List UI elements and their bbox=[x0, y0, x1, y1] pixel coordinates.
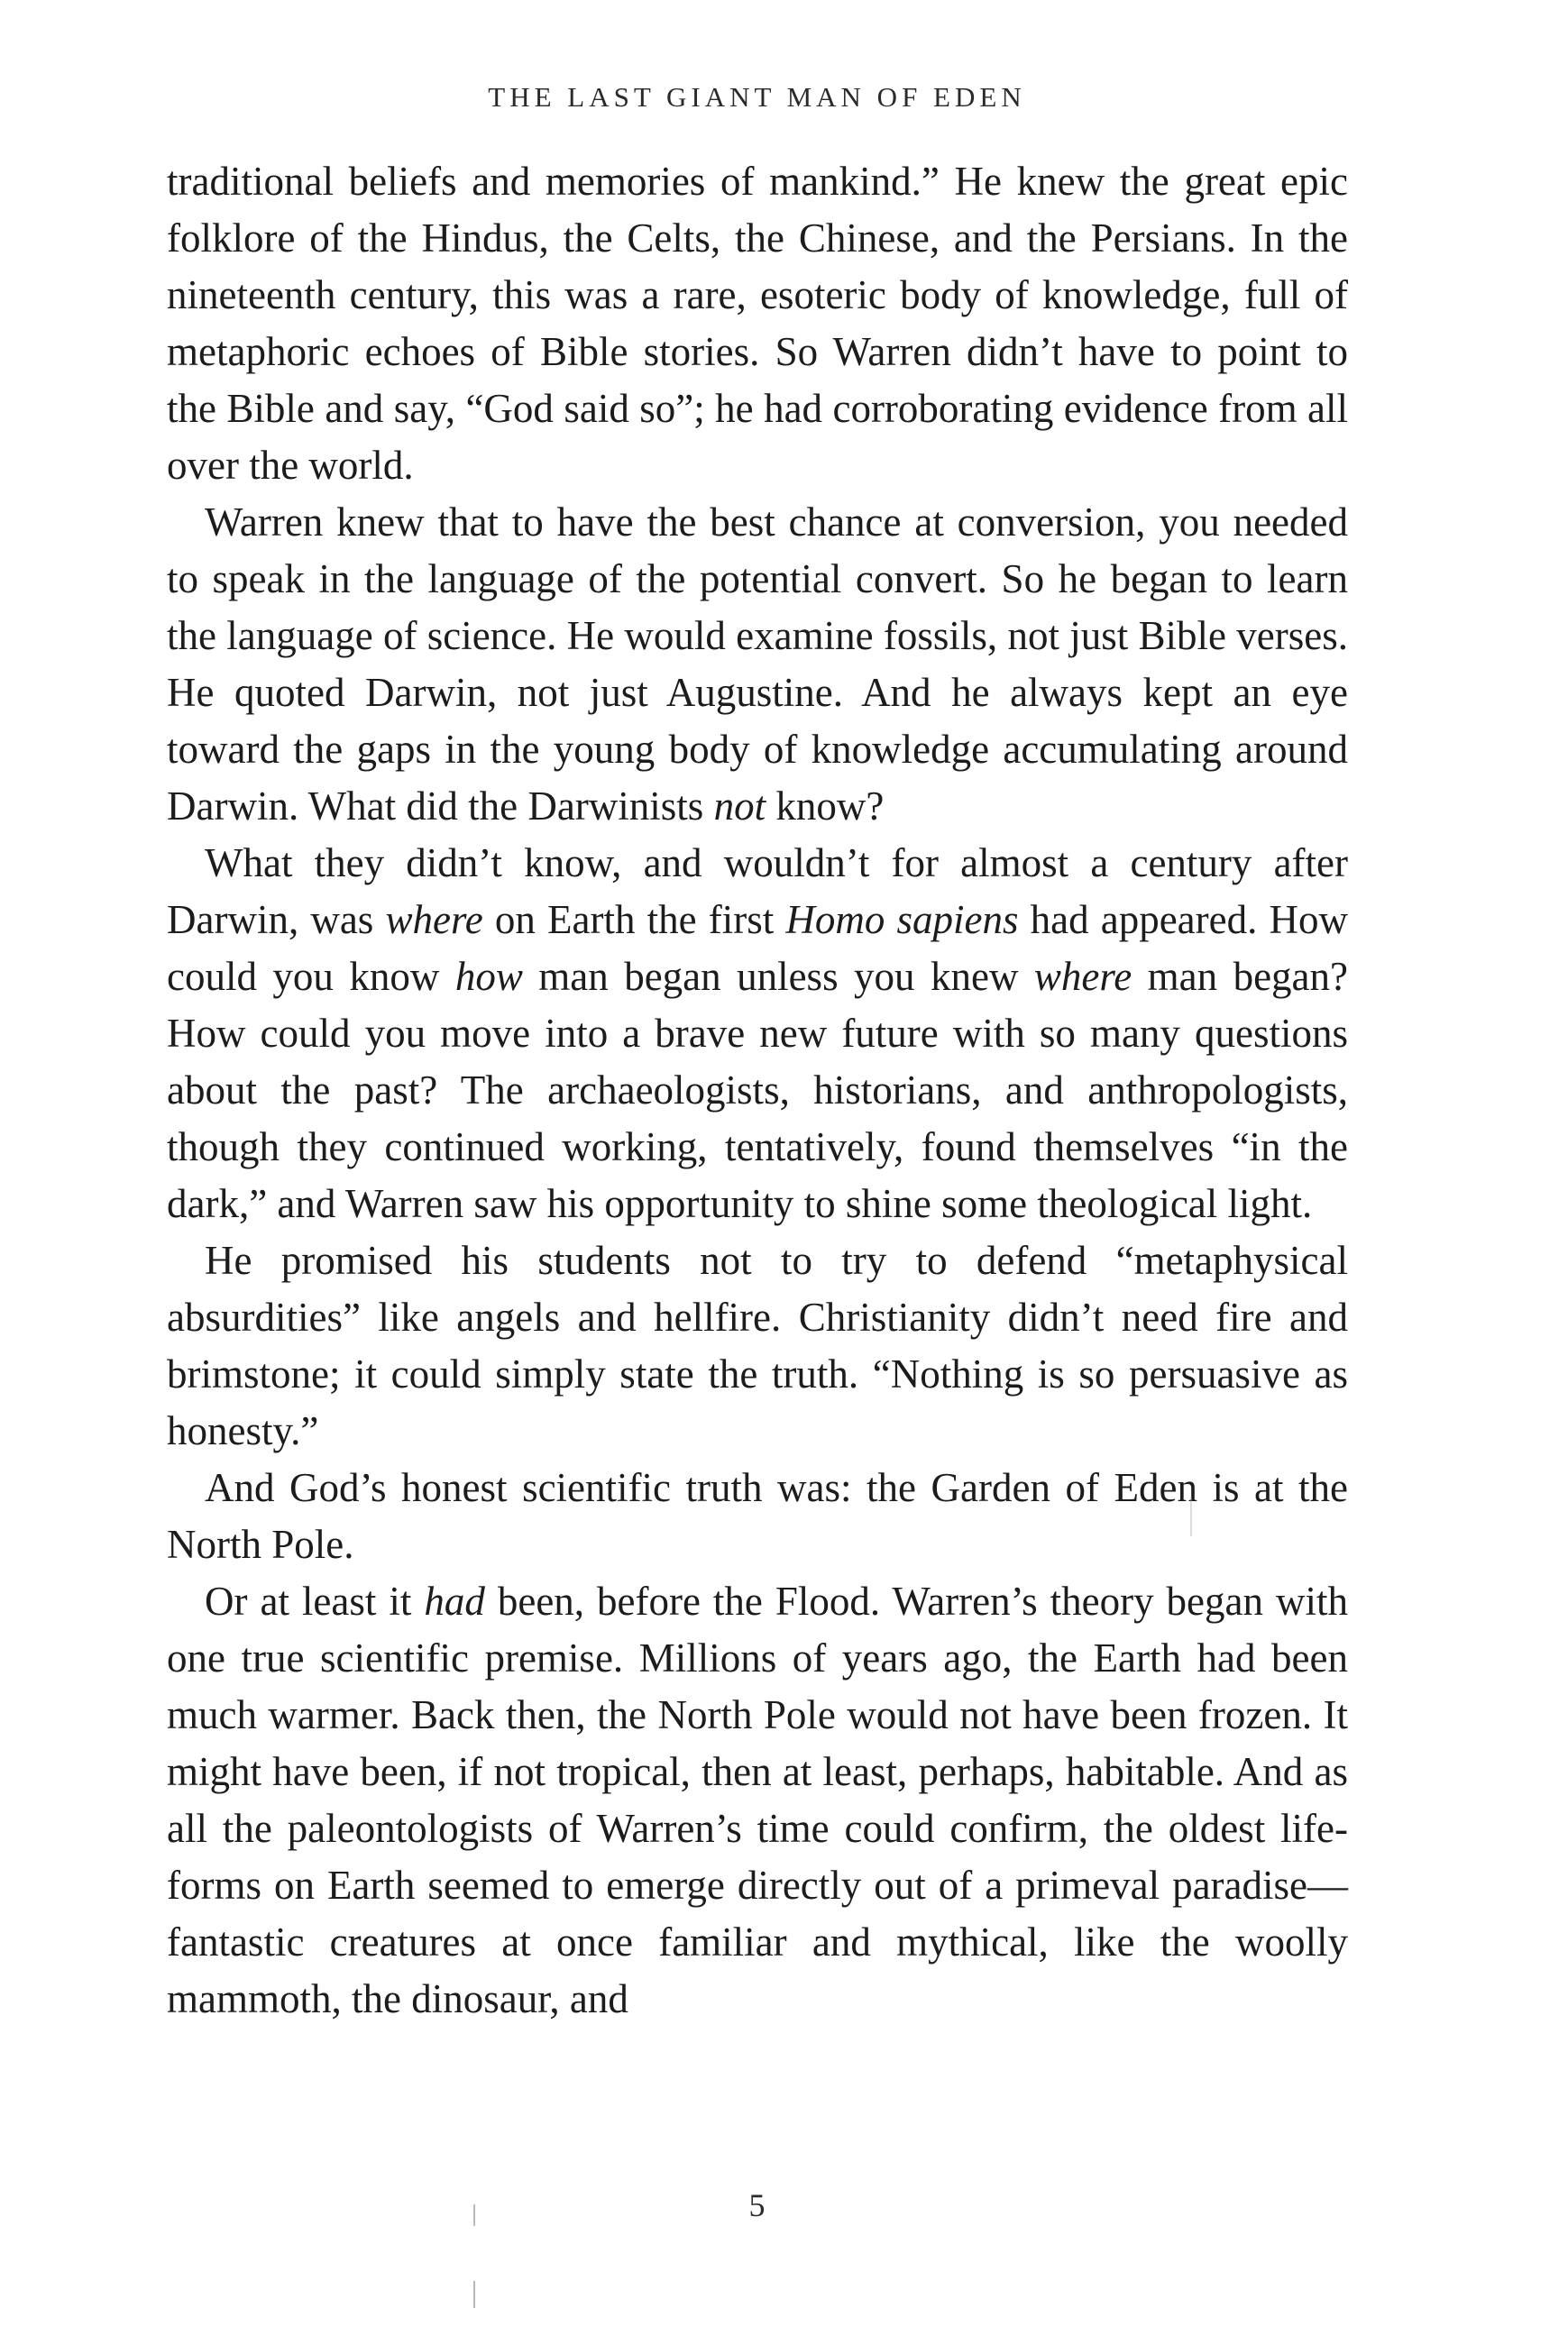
italic-text: where bbox=[1033, 954, 1132, 999]
text-run: man began? How could you move into a brave new future with so many questions about the past? The archaeologists, historians, and anthropologists, though they continued working, tentatively, found themselves “in the dark,” and Warren saw his opportunity to shine some theological light. bbox=[167, 954, 1348, 1226]
scan-speck bbox=[473, 2281, 475, 2308]
paragraph bbox=[167, 835, 1348, 1232]
text-run: know? bbox=[766, 783, 885, 829]
text-run: Or at least it bbox=[205, 1579, 425, 1624]
running-head: THE LAST GIANT MAN OF EDEN bbox=[488, 81, 1026, 113]
body-text bbox=[167, 153, 1348, 2028]
text-run: on Earth the first bbox=[482, 897, 786, 942]
text-run: What they didn’t know, and wouldn’t for almost a century after Darwin, was bbox=[167, 840, 1348, 942]
italic-text: where bbox=[385, 897, 483, 942]
paragraph bbox=[167, 494, 1348, 835]
paragraph bbox=[167, 1573, 1348, 2028]
text-run: traditional beliefs and memories of mankind.” He knew the great epic folklore of the Hindus, the Celts, the Chinese, and the Persians. In the nineteenth century, this was a rare, esoteric body of knowledge, full of metaphoric echoes of Bible stories. So Warren didn’t have to point to the Bible and say, “God said so”; he had corroborating evidence from all over the world. bbox=[167, 159, 1348, 488]
italic-text: had bbox=[424, 1579, 485, 1624]
text-run: man began unless you knew bbox=[522, 954, 1034, 999]
paragraph bbox=[167, 1460, 1348, 1573]
text-run: been, before the Flood. Warren’s theory began with one true scientific premise. Millions of years ago, the Earth had been much warmer. Back then, the North Pole would not have been frozen. It might have been, if not tropical, then at least, perhaps, habitable. And as all the paleontologists of Warren’s time could confirm, the oldest life-forms on Earth seemed to emerge directly out of a primeval paradise—fantastic creatures at once familiar and mythical, like the woolly mammoth, the dinosaur, and bbox=[167, 1579, 1348, 2021]
italic-text: how bbox=[454, 954, 523, 999]
text-run: had appeared. How could you know bbox=[167, 897, 1348, 999]
text-run: And God’s honest scientific truth was: the Garden of Eden is at the North Pole. bbox=[167, 1465, 1348, 1567]
text-run: He promised his students not to try to defend “metaphysical absurdities” like angels and hellfire. Christianity didn’t need fire and brimstone; it could simply state the truth. “Nothing is so persuasive as honesty.” bbox=[167, 1238, 1348, 1453]
italic-text: not bbox=[713, 783, 766, 829]
scan-speck bbox=[1190, 1497, 1192, 1536]
scan-speck bbox=[473, 2204, 475, 2226]
text-run: Warren knew that to have the best chance at conversion, you needed to speak in the language of the potential convert. So he began to learn the language of science. He would examine fossils, not just Bible verses. He quoted Darwin, not just Augustine. And he always kept an eye toward the gaps in the young body of knowledge accumulating around Darwin. What did the Darwinists bbox=[167, 499, 1348, 829]
italic-text: Homo sapiens bbox=[785, 897, 1019, 942]
paragraph bbox=[167, 153, 1348, 494]
paragraph bbox=[167, 1232, 1348, 1460]
page-number: 5 bbox=[748, 2187, 766, 2223]
